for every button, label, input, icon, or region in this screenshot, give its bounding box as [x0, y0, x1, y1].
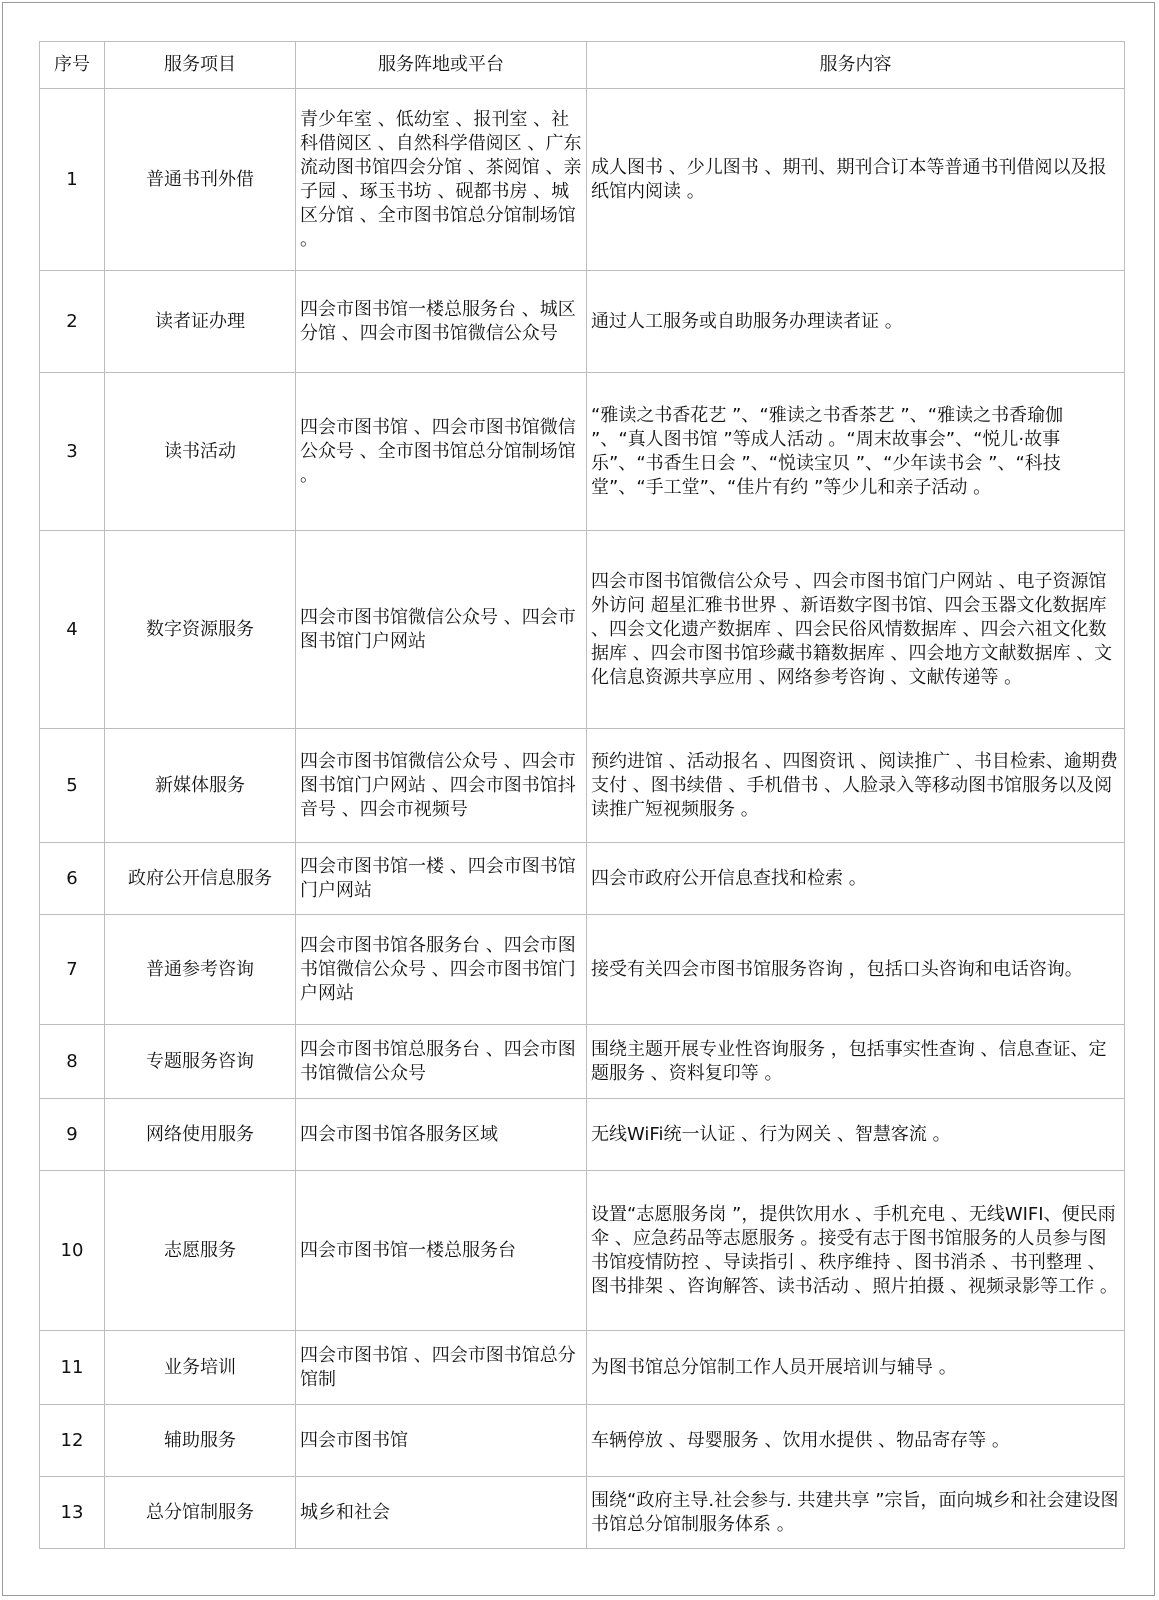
- row-item: 数字资源服务: [105, 531, 296, 729]
- row-platform: 四会市图书馆微信公众号 、四会市图书馆门户网站 、四会市图书馆抖音号 、四会市视频号: [296, 729, 587, 843]
- service-table: [39, 41, 1125, 1549]
- row-no: 4: [40, 531, 105, 729]
- row-platform: 青少年室 、低幼室 、报刊室 、社科借阅区 、自然科学借阅区 、广东流动图书馆四会分馆 、茶阅馆 、亲子园 、琢玉书坊 、砚都书房 、城区分馆 、全市图书馆总分馆制场馆 。: [296, 89, 587, 271]
- row-platform: 四会市图书馆总服务台 、四会市图书馆微信公众号: [296, 1025, 587, 1099]
- row-no: 7: [40, 915, 105, 1025]
- row-no: 1: [40, 89, 105, 271]
- table-row: [40, 1099, 1125, 1171]
- table-row: [40, 1405, 1125, 1477]
- row-item: 志愿服务: [105, 1171, 296, 1331]
- row-platform: 城乡和社会: [296, 1477, 587, 1549]
- table-row: [40, 1025, 1125, 1099]
- row-item: 业务培训: [105, 1331, 296, 1405]
- row-content: “雅读之书香花艺 ”、“雅读之书香茶艺 ”、“雅读之书香瑜伽 ”、“真人图书馆 ”等成人活动 。“周末故事会”、“悦儿·故事乐”、“书香生日会 ”、“悦读宝贝 ”、“少年读书会 ”、“科技堂”、“手工堂”、“佳片有约 ”等少儿和亲子活动 。: [587, 373, 1125, 531]
- header-no: 序号: [40, 42, 105, 89]
- row-content: 围绕“政府主导.社会参与. 共建共享 ”宗旨，面向城乡和社会建设图书馆总分馆制服务体系 。: [587, 1477, 1125, 1549]
- row-no: 11: [40, 1331, 105, 1405]
- table-row: [40, 1171, 1125, 1331]
- row-platform: 四会市图书馆 、四会市图书馆总分馆制: [296, 1331, 587, 1405]
- row-item: 网络使用服务: [105, 1099, 296, 1171]
- row-item: 辅助服务: [105, 1405, 296, 1477]
- table-row: [40, 89, 1125, 271]
- table-row: [40, 843, 1125, 915]
- row-platform: 四会市图书馆 、四会市图书馆微信公众号 、全市图书馆总分馆制场馆 。: [296, 373, 587, 531]
- table-row: [40, 729, 1125, 843]
- row-no: 13: [40, 1477, 105, 1549]
- row-content: 预约进馆 、活动报名 、四图资讯 、阅读推广 、书目检索、逾期费支付 、图书续借 、手机借书 、人脸录入等移动图书馆服务以及阅读推广短视频服务 。: [587, 729, 1125, 843]
- row-platform: 四会市图书馆一楼总服务台 、城区分馆 、四会市图书馆微信公众号: [296, 271, 587, 373]
- row-content: 无线WiFi统一认证 、行为网关 、智慧客流 。: [587, 1099, 1125, 1171]
- table-header-row: [40, 42, 1125, 89]
- row-content: 围绕主题开展专业性咨询服务 ，包括事实性查询 、信息查证、定题服务 、资料复印等 。: [587, 1025, 1125, 1099]
- table-row: [40, 1331, 1125, 1405]
- row-platform: 四会市图书馆各服务台 、四会市图书馆微信公众号 、四会市图书馆门户网站: [296, 915, 587, 1025]
- row-platform: 四会市图书馆微信公众号 、四会市图书馆门户网站: [296, 531, 587, 729]
- header-platform: 服务阵地或平台: [296, 42, 587, 89]
- row-platform: 四会市图书馆一楼总服务台: [296, 1171, 587, 1331]
- row-no: 3: [40, 373, 105, 531]
- row-item: 读者证办理: [105, 271, 296, 373]
- row-item: 专题服务咨询: [105, 1025, 296, 1099]
- table-row: [40, 1477, 1125, 1549]
- row-platform: 四会市图书馆一楼 、四会市图书馆门户网站: [296, 843, 587, 915]
- row-content: 设置“志愿服务岗 ”，提供饮用水 、手机充电 、无线WIFI、便民雨伞 、应急药品等志愿服务 。接受有志于图书馆服务的人员参与图书馆疫情防控 、导读指引 、秩序维持 、图书消杀 、书刊整理 、图书排架 、咨询解答、读书活动 、照片拍摄 、视频录影等工作 。: [587, 1171, 1125, 1331]
- row-item: 普通参考咨询: [105, 915, 296, 1025]
- row-item: 读书活动: [105, 373, 296, 531]
- row-content: 通过人工服务或自助服务办理读者证 。: [587, 271, 1125, 373]
- row-item: 政府公开信息服务: [105, 843, 296, 915]
- row-no: 12: [40, 1405, 105, 1477]
- row-platform: 四会市图书馆: [296, 1405, 587, 1477]
- row-no: 2: [40, 271, 105, 373]
- header-item: 服务项目: [105, 42, 296, 89]
- row-no: 9: [40, 1099, 105, 1171]
- row-item: 普通书刊外借: [105, 89, 296, 271]
- row-platform: 四会市图书馆各服务区域: [296, 1099, 587, 1171]
- row-content: 为图书馆总分馆制工作人员开展培训与辅导 。: [587, 1331, 1125, 1405]
- row-content: 成人图书 、少儿图书 、期刊、期刊合订本等普通书刊借阅以及报纸馆内阅读 。: [587, 89, 1125, 271]
- table-row: [40, 271, 1125, 373]
- row-no: 6: [40, 843, 105, 915]
- row-no: 5: [40, 729, 105, 843]
- table-row: [40, 373, 1125, 531]
- row-no: 10: [40, 1171, 105, 1331]
- row-content: 接受有关四会市图书馆服务咨询 ，包括口头咨询和电话咨询。: [587, 915, 1125, 1025]
- row-content: 车辆停放 、母婴服务 、饮用水提供 、物品寄存等 。: [587, 1405, 1125, 1477]
- row-content: 四会市政府公开信息查找和检索 。: [587, 843, 1125, 915]
- row-content: 四会市图书馆微信公众号 、四会市图书馆门户网站 、电子资源馆外访问 超星汇雅书世界 、新语数字图书馆、四会玉器文化数据库 、四会文化遗产数据库 、四会民俗风情数据库 、四会六祖文化数据库 、四会市图书馆珍藏书籍数据库 、四会地方文献数据库 、文化信息资源共享应用 、网络参考咨询 、文献传递等 。: [587, 531, 1125, 729]
- header-content: 服务内容: [587, 42, 1125, 89]
- table-row: [40, 915, 1125, 1025]
- row-item: 新媒体服务: [105, 729, 296, 843]
- row-item: 总分馆制服务: [105, 1477, 296, 1549]
- row-no: 8: [40, 1025, 105, 1099]
- table-row: [40, 531, 1125, 729]
